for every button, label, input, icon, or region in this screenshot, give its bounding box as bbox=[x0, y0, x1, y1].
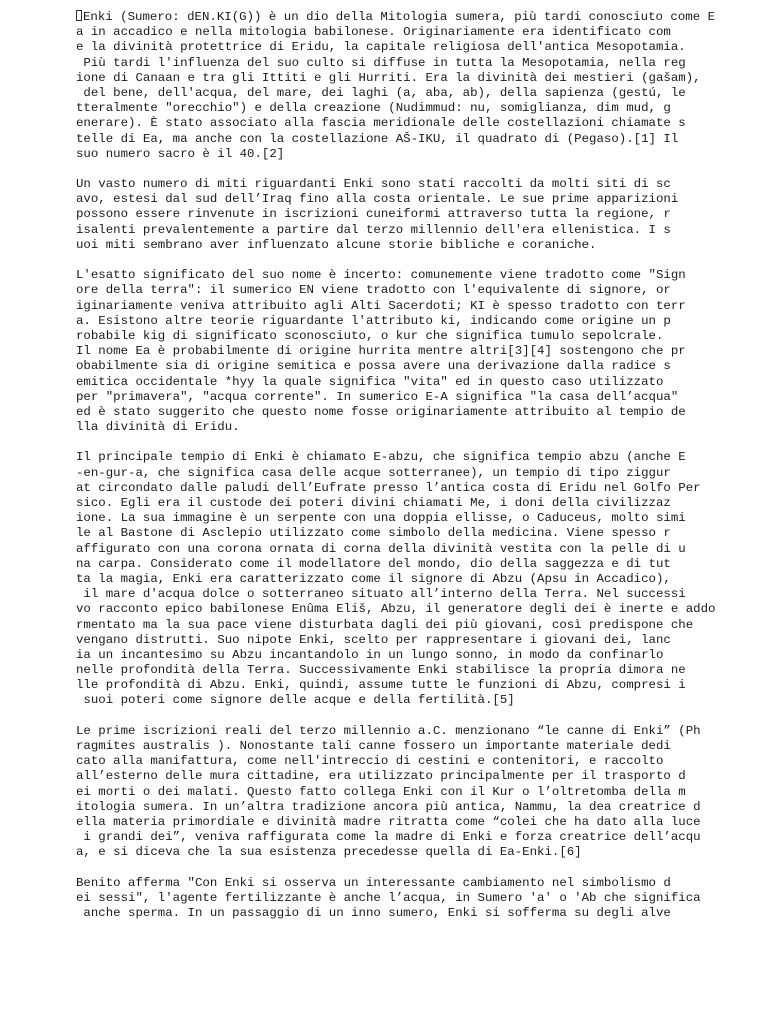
text-line: ei morti o dei malati. Questo fatto collega Enki con il Kur o l’oltretomba della m bbox=[76, 784, 686, 799]
text-line: Le prime iscrizioni reali del terzo millennio a.C. menzionano “le canne di Enki” (Ph bbox=[76, 723, 701, 738]
text-line: sico. Egli era il custode dei poteri divini chiamati Me, i doni della civilizzaz bbox=[76, 496, 671, 510]
text-line bbox=[76, 10, 716, 25]
text-line: Il nome Ea è probabilmente di origine hurrita mentre altri[3][4] sostengono che pr bbox=[76, 344, 686, 359]
text-line: possono essere rinvenute in iscrizioni cuneiformi attraverso tutta la regione, r bbox=[76, 207, 671, 222]
text-line: suoi poteri come signore delle acque e della fertilità.[5] bbox=[76, 693, 515, 708]
text-line: nelle profondità della Terra. Successivamente Enki stabilisce la propria dimora ne bbox=[76, 663, 686, 678]
text-line: a, e si diceva che la sua esistenza precedesse quella di Ea-Enki.[6] bbox=[76, 845, 582, 860]
text-line: enerare). È stato associato alla fascia meridionale delle costellazioni chiamate s bbox=[76, 116, 686, 131]
text-line: obabilmente sia di origine semitica e possa avere una derivazione dalla radice s bbox=[76, 359, 671, 374]
text-line: uoi miti sembrano aver influenzato alcune storie bibliche e coraniche. bbox=[76, 237, 597, 252]
text-line: telle di Ea, ma anche con la costellazione AŠ-IKU, il quadrato di (Pegaso).[1] Il bbox=[76, 131, 679, 146]
text-line-content: Enki (Sumero: dEN.KI(G)) è un dio della Mitologia sumera, più tardi conosciuto come E bbox=[83, 10, 716, 24]
text-line: ella materia primordiale e divinità madre ritratta come “colei che ha dato alla luce bbox=[76, 814, 701, 829]
text-line: tteralmente "orecchio") e della creazione (Nudimmud: nu, somiglianza, dim mud, g bbox=[76, 101, 671, 116]
text-line: all’esterno delle mura cittadine, era utilizzato principalmente per il trasporto d bbox=[76, 769, 686, 784]
text-line: ragmites australis ). Nonostante tali canne fossero un importante materiale dedi bbox=[76, 739, 671, 753]
text-line: Benito afferma "Con Enki si osserva un interessante cambiamento nel simbolismo d bbox=[76, 875, 671, 890]
missing-glyph-icon bbox=[76, 10, 82, 21]
paragraph bbox=[76, 450, 716, 708]
text-line: L'esatto significato del suo nome è incerto: comunemente viene tradotto come "Sign bbox=[76, 268, 686, 283]
text-line: Più tardi l'influenza del suo culto si diffuse in tutta la Mesopotamia, nella reg bbox=[76, 55, 686, 70]
text-line: Il principale tempio di Enki è chiamato E-abzu, che significa tempio abzu (anche E bbox=[76, 450, 686, 465]
document-page bbox=[76, 10, 716, 936]
text-line: emitica occidentale *hyy la quale significa "vita" ed in questo caso utilizzato bbox=[76, 374, 664, 389]
paragraph bbox=[76, 876, 706, 922]
text-line: per "primavera", "acqua corrente". In sumerico E-A significa "la casa dell’acqua" bbox=[76, 389, 679, 404]
text-line: ia un incantesimo su Abzu incantandolo in un lungo sonno, in modo da confinarlo bbox=[76, 647, 664, 662]
text-line: at circondato dalle paludi dell’Eufrate presso l’antica costa di Eridu nel Golfo Per bbox=[76, 480, 701, 495]
text-line: lla divinità di Eridu. bbox=[76, 420, 240, 435]
text-line: a. Esistono altre teorie riguardante l'attributo ki, indicando come origine un p bbox=[76, 313, 671, 328]
text-line: Un vasto numero di miti riguardanti Enki sono stati raccolti da molti siti di sc bbox=[76, 177, 671, 192]
paragraph bbox=[76, 10, 716, 162]
text-line: avo, estesi dal sud dell’Iraq fino alla costa orientale. Le sue prime apparizioni bbox=[76, 192, 679, 207]
text-line: ed è stato suggerito che questo nome fosse originariamente attribuito al tempio de bbox=[76, 404, 686, 419]
paragraph bbox=[76, 177, 706, 253]
text-line: isalenti prevalentemente a partire dal terzo millennio dell'era ellenistica. I s bbox=[76, 222, 671, 237]
text-line: ione. La sua immagine è un serpente con una doppia ellisse, o Caduceus, molto simi bbox=[76, 511, 686, 526]
text-line: vengano distrutti. Suo nipote Enki, scelto per rappresentare i giovani dei, lanc bbox=[76, 632, 671, 647]
text-line: il mare d'acqua dolce o sotterraneo situato all’interno della Terra. Nel successi bbox=[76, 587, 686, 602]
text-line: e la divinità protettrice di Eridu, la capitale religiosa dell'antica Mesopotamia. bbox=[76, 40, 686, 55]
text-line: anche sperma. In un passaggio di un inno sumero, Enki si sofferma su degli alve bbox=[76, 906, 671, 921]
text-line: vo racconto epico babilonese Enûma Eliš, Abzu, il generatore degli dei è inerte e addo bbox=[76, 602, 716, 617]
text-line: cato alla manifattura, come nell'intreccio di cestini e contenitori, e raccolto bbox=[76, 754, 664, 769]
text-line: -en-gur-a, che significa casa delle acque sotterranee), un tempio di tipo ziggur bbox=[76, 465, 671, 480]
text-line: affigurato con una corona ornata di corna della divinità vestita con la pelle di u bbox=[76, 541, 686, 556]
paragraph bbox=[76, 268, 706, 435]
text-line: del bene, dell'acqua, del mare, dei laghi (a, aba, ab), della sapienza (gestú, le bbox=[76, 85, 686, 100]
text-line: na carpa. Considerato come il modellatore del mondo, dio della saggezza e di tut bbox=[76, 556, 671, 571]
text-line: i grandi dei”, veniva raffigurata come la madre di Enki e forza creatrice dell’acqu bbox=[76, 830, 701, 845]
paragraph bbox=[76, 724, 706, 861]
text-line: itologia sumera. In un’altra tradizione ancora più antica, Nammu, la dea creatrice d bbox=[76, 799, 701, 814]
text-line: rmentato ma la sua pace viene disturbata dagli dei più giovani, così predispone che bbox=[76, 617, 694, 632]
text-line: ei sessi", l'agente fertilizzante è anche l’acqua, in Sumero 'a' o 'Ab che significa bbox=[76, 890, 701, 905]
text-line: lle profondità di Abzu. Enki, quindi, assume tutte le funzioni di Abzu, compresi i bbox=[76, 678, 686, 693]
text-line: suo numero sacro è il 40.[2] bbox=[76, 146, 285, 161]
text-line: ta la magia, Enki era caratterizzato come il signore di Abzu (Apsu in Accadico), bbox=[76, 571, 671, 586]
text-line: ore della terra": il sumerico EN viene tradotto con l'equivalente di signore, or bbox=[76, 283, 671, 298]
text-line: a in accadico e nella mitologia babilonese. Originariamente era identificato com bbox=[76, 25, 671, 40]
text-line: robabile kig di significato sconosciuto, o kur che significa tumulo sepolcrale. bbox=[76, 328, 664, 343]
text-line: ione di Canaan e tra gli Ittiti e gli Hurriti. Era la divinità dei mestieri (gašam), bbox=[76, 70, 701, 85]
text-line: le al Bastone di Asclepio utilizzato come simbolo della medicina. Viene spesso r bbox=[76, 526, 671, 541]
text-line: iginariamente veniva attribuito agli Alti Sacerdoti; KI è spesso tradotto con terr bbox=[76, 298, 686, 313]
